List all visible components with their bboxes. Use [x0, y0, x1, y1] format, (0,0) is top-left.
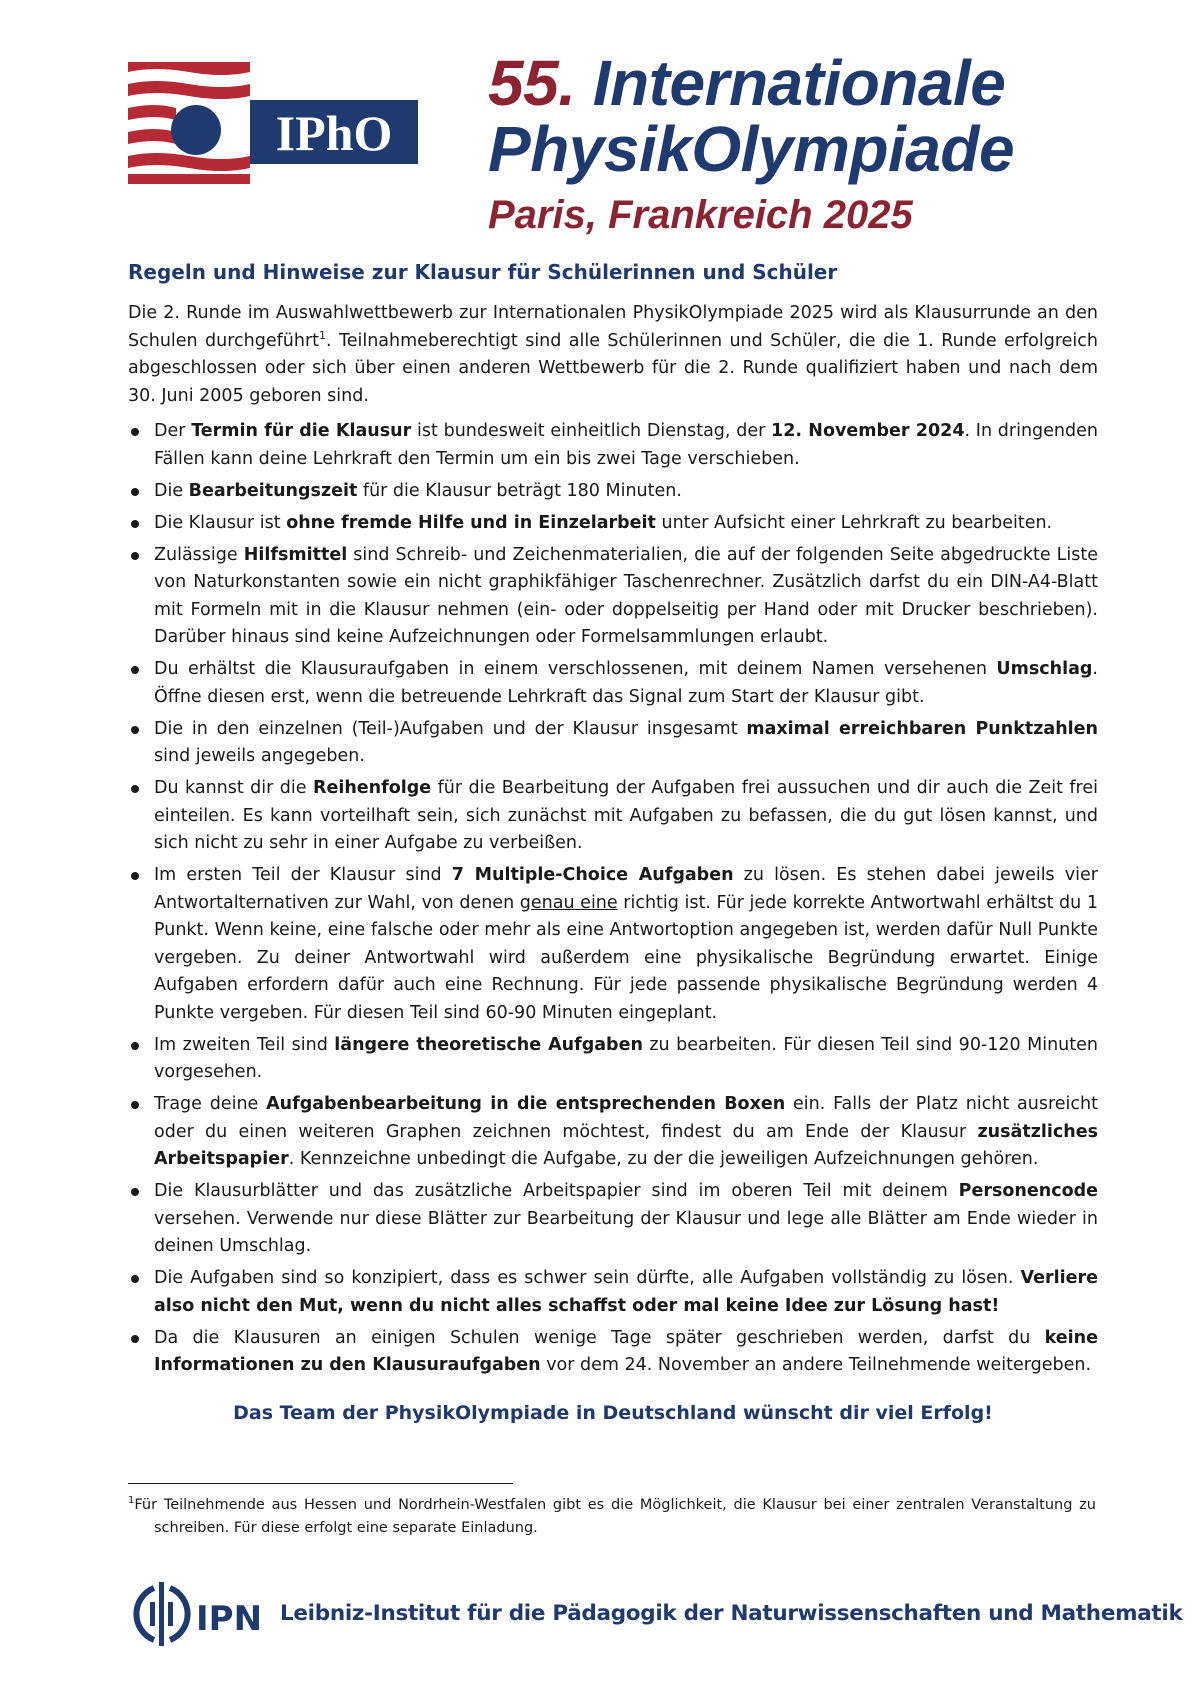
rule-text: vor dem 24. November an andere Teilnehmende weitergeben. — [540, 1355, 1092, 1375]
rule-text: . Kennzeichne unbedingt die Aufgabe, zu der die jeweiligen Aufzeichnungen gehören. — [288, 1149, 1039, 1169]
section-title: Regeln und Hinweise zur Klausur für Schülerinnen und Schüler — [128, 260, 838, 284]
subtitle: Paris, Frankreich 2025 — [488, 193, 913, 237]
rule-text: Im zweiten Teil sind — [154, 1034, 335, 1055]
bullet-icon — [131, 428, 139, 436]
rule-item — [128, 862, 1098, 1027]
rule-bold: zusätzliches Arbeitspapier — [154, 1121, 1098, 1169]
rule-item — [128, 656, 1098, 711]
rule-item — [128, 775, 1098, 858]
rule-item — [128, 1091, 1098, 1174]
title-block — [488, 47, 1128, 238]
footnote-mark: 1 — [128, 1495, 135, 1506]
ipn-logo — [128, 1580, 263, 1648]
intro-text-1: Die 2. Runde im Auswahlwettbewerb zur Internationalen PhysikOlympiade 2025 wird als Klausurrunde an den Schulen durchgeführt — [128, 303, 1098, 351]
rule-bold: Personencode — [958, 1181, 1098, 1201]
footnote-divider — [128, 1483, 513, 1484]
rule-text: für die Bearbeitung der Aufgaben frei aussuchen und dir auch die Zeit frei einteilen. Es kann vorteilhaft sein, sich zunächst mit Aufgaben zu befassen, die du gut lösen kannst, und sich nicht zu sehr in einer Aufgabe zu verbeißen. — [154, 778, 1098, 853]
rule-text: unter Aufsicht einer Lehrkraft zu bearbeiten. — [655, 512, 1053, 533]
rule-text: versehen. Verwende nur diese Blätter zur Bearbeitung der Klausur und lege alle Blätter am Ende wieder in deinen Umschlag. — [154, 1208, 1098, 1256]
rule-text: Die Klausur ist — [154, 512, 287, 533]
rule-text: Du kannst dir die — [154, 778, 313, 798]
rule-text: Die Aufgaben sind so konzipiert, dass es schwer sein dürfte, alle Aufgaben vollständig zu lösen. — [154, 1268, 1021, 1288]
bullet-icon — [131, 666, 139, 674]
title-line-2: PhysikOlympiade — [488, 113, 1015, 185]
intro-paragraph — [128, 300, 1098, 410]
rule-item — [128, 1265, 1098, 1320]
ipho-logo-text: IPhO — [275, 105, 393, 161]
rule-item — [128, 542, 1098, 652]
rule-bold: keine Informationen zu den Klausuraufgaben — [154, 1327, 1098, 1375]
footnote-text: Für Teilnehmende aus Hessen und Nordrhein-Westfalen gibt es die Möglichkeit, die Klausur bei einer zentralen Veranstaltung zu schreiben. Für diese erfolgt eine separate Einladung. — [134, 1496, 1096, 1536]
bullet-icon — [131, 1101, 139, 1109]
rule-bold: Bearbeitungszeit — [188, 480, 358, 501]
rule-text: . In dringenden Fällen kann deine Lehrkraft den Termin um ein bis zwei Tage verschieben. — [154, 421, 1098, 469]
rule-item — [128, 418, 1098, 473]
rule-bold: maximal erreichbaren Punktzahlen — [746, 718, 1098, 739]
rule-bold: Reihenfolge — [312, 778, 432, 798]
rules-list — [128, 418, 1098, 1380]
rule-bold: Verliere also nicht den Mut, wenn du nicht alles schaffst oder mal keine Idee zur Lösung hast! — [154, 1268, 1098, 1316]
rule-text: Die in den einzelnen (Teil-)Aufgaben und der Klausur insgesamt — [154, 718, 747, 739]
main-content — [128, 258, 1098, 1424]
title-number: 55. — [488, 47, 576, 119]
rule-text: zu lösen. Es stehen dabei jeweils vier Antwortalternativen zur Wahl, von denen — [154, 865, 1098, 913]
bullet-icon — [131, 552, 139, 560]
rule-text: ist bundesweit einheitlich Dienstag, der — [411, 421, 772, 441]
rule-text: Der — [154, 421, 192, 441]
bullet-icon — [131, 520, 139, 528]
rule-text: richtig ist. Für jede korrekte Antwortwahl erhältst du 1 Punkt. Wenn keine, eine falsche oder mehr als eine Antwortoption angegeben ist, werden dafür Null Punkte vergeben. Zu deiner Antwortwahl wird außerdem eine physikalische Begründung erwartet. Einige Aufgaben erfordern dafür auch eine Rechnung. Für jede passende physikalische Begründung werden 4 Punkte vergeben. Für diesen Teil sind 60-90 Minuten eingeplant. — [154, 892, 1098, 1023]
bullet-icon — [131, 1335, 139, 1343]
rule-text: sind Schreib- und Zeichenmaterialien, die auf der folgenden Seite abgedruckte Liste von Naturkonstanten sowie ein nicht graphikfähiger Taschenrechner. Zusätzlich darfst du ein DIN-A4-Blatt mit Formeln mit in die Klausur nehmen (ein- oder doppelseitig per Hand oder mit Drucker beschrieben). Darüber hinaus sind keine Aufzeichnungen oder Formelsammlungen erlaubt. — [154, 544, 1098, 647]
rule-bold: 7 Multiple-Choice Aufgaben — [451, 865, 734, 885]
rule-underlined: genau eine — [519, 892, 618, 913]
title-line-1 — [488, 47, 1128, 119]
rule-item — [128, 510, 1098, 538]
rule-item — [128, 1178, 1098, 1261]
rule-bold: längere theoretische Aufgaben — [334, 1034, 643, 1055]
rule-bold: 12. November 2024 — [771, 421, 965, 441]
rule-text: Da die Klausuren an einigen Schulen wenige Tage später geschrieben werden, darfst du — [154, 1327, 1045, 1348]
rule-text: Trage deine — [154, 1094, 267, 1114]
rule-text: sind jeweils angegeben. — [154, 746, 365, 766]
footnote — [128, 1489, 1096, 1540]
rule-text: Du erhältst die Klausuraufgaben in einem verschlossenen, mit deinem Namen versehenen — [154, 659, 997, 679]
rule-text: Die Klausurblätter und das zusätzliche Arbeitspapier sind im oberen Teil mit deinem — [154, 1181, 959, 1201]
rule-text: . Öffne diesen erst, wenn die betreuende Lehrkraft das Signal zum Start der Klausur gibt. — [154, 659, 1098, 707]
bullet-icon — [131, 726, 139, 734]
institute-name: Leibniz-Institut für die Pädagogik der Naturwissenschaften und Mathematik — [280, 1601, 1183, 1626]
rule-text: für die Klausur beträgt 180 Minuten. — [357, 480, 682, 501]
closing-line: Das Team der PhysikOlympiade in Deutschland wünscht dir viel Erfolg! — [233, 1401, 993, 1424]
rule-bold: Termin für die Klausur — [191, 421, 412, 441]
rule-bold: Aufgabenbearbeitung in die entsprechenden Boxen — [266, 1094, 786, 1114]
rule-text: Im ersten Teil der Klausur sind — [154, 865, 452, 885]
rule-text: Zulässige — [154, 544, 244, 565]
bullet-icon — [131, 785, 139, 793]
intro-text-2: . Teilnahmeberechtigt sind alle Schülerinnen und Schüler, die die 1. Runde erfolgreich abgeschlossen oder sich über einen anderen Wettbewerb für die 2. Runde qualifiziert haben und nach dem 30. Juni 2005 geboren sind. — [128, 330, 1098, 406]
bullet-icon — [131, 1042, 139, 1050]
ipn-logo-text: IPN — [196, 1599, 263, 1639]
rule-item — [128, 716, 1098, 771]
rule-bold: Hilfsmittel — [243, 544, 348, 565]
rule-item — [128, 1032, 1098, 1087]
ipho-logo — [128, 62, 418, 184]
rule-text: ein. Falls der Platz nicht ausreicht oder du einen weiteren Graphen zeichnen möchtest, findest du am Ende der Klausur — [154, 1094, 1098, 1142]
rule-text: Die — [154, 480, 189, 501]
bullet-icon — [131, 1188, 139, 1196]
rule-text: zu bearbeiten. Für diesen Teil sind 90-120 Minuten vorgesehen. — [154, 1034, 1098, 1082]
bullet-icon — [131, 488, 139, 496]
bullet-icon — [131, 1275, 139, 1283]
rule-bold: Umschlag — [996, 659, 1093, 679]
rule-bold: ohne fremde Hilfe und in Einzelarbeit — [286, 512, 656, 533]
rule-item — [128, 478, 1098, 506]
rule-item — [128, 1325, 1098, 1380]
footnote-ref: 1 — [319, 328, 327, 342]
title-internationale: Internationale — [592, 47, 1006, 119]
bullet-icon — [131, 872, 139, 880]
